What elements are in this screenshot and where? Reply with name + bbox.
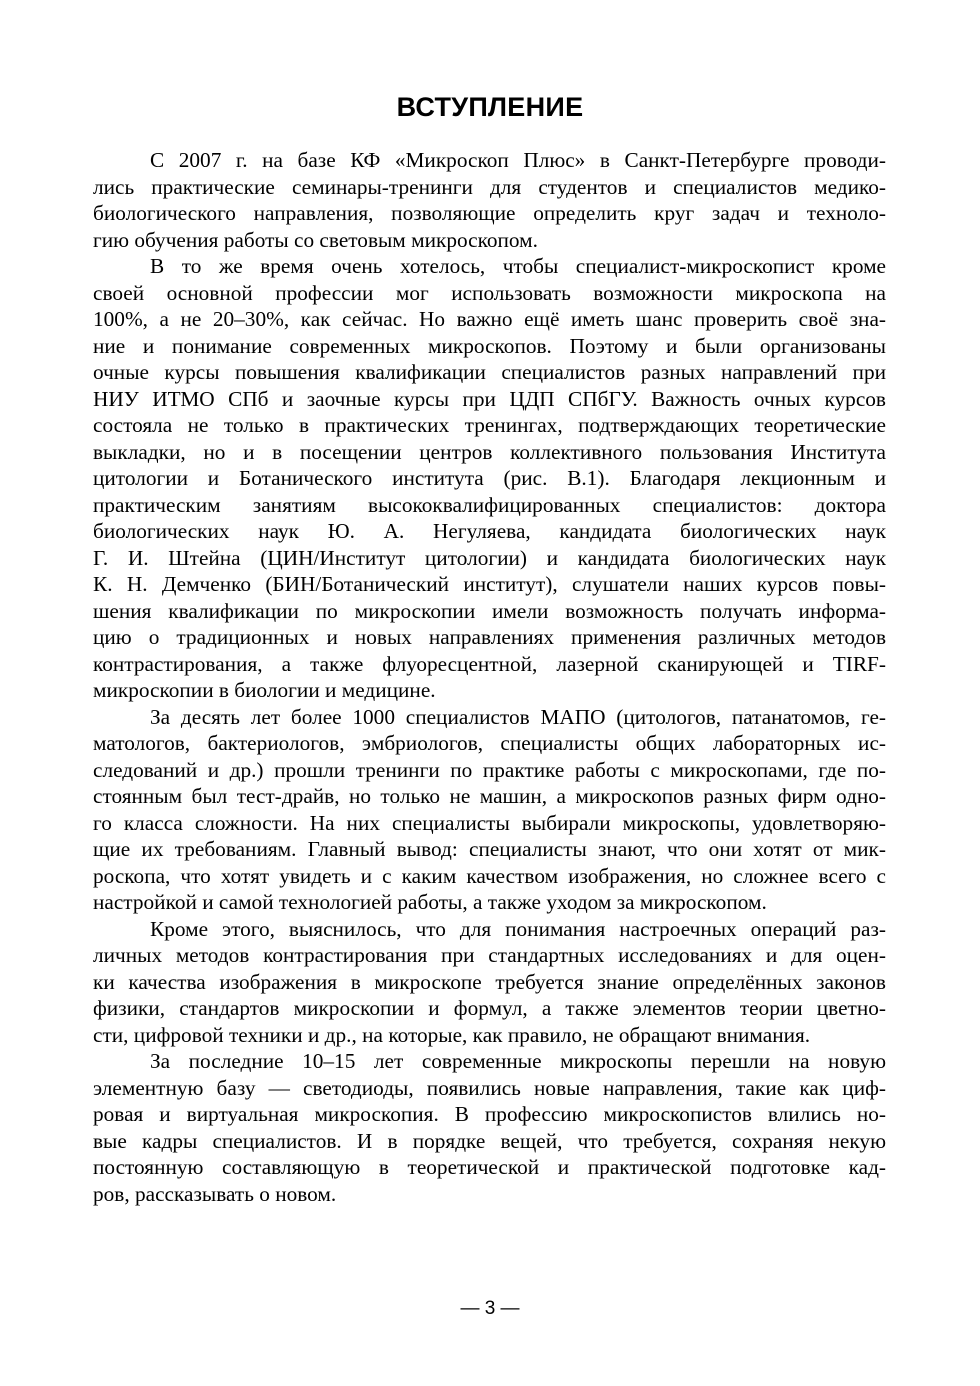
text-line: ровая и виртуальная микроскопия. В профессию микроскопистов влились но- [93,1102,886,1126]
page-number: — 3 — [460,1298,520,1319]
text-line: роскопа, что хотят увидеть и с каким качеством изображения, но сложнее всего с [93,863,886,888]
document-body [93,147,886,1207]
paragraph [93,147,886,253]
text-line: выкладки, но и в посещении центров коллективного пользования Института [93,439,886,464]
text-line: цию о традиционных и новых направлениях применения различных методов [93,625,886,649]
text-line: своей основной профессии мог использовать возможности микроскопа на [93,280,886,305]
text-line: НИУ ИТМО СПб и заочные курсы при ЦДП СПбГУ. Важность очных курсов [93,386,886,411]
text-line: следований и др.) прошли тренинги по практике работы с микроскопами, где по- [93,757,886,782]
text-line: физики, стандартов микроскопии и формул, а также элементов теории цветно- [93,996,886,1020]
text-line: практическим занятиям высококвалифицированных специалистов: доктора [93,492,886,517]
page-title: ВСТУПЛЕНИЕ [396,92,584,122]
text-line: микроскопии в биологии и медицине. [93,678,436,702]
text-line: лись практические семинары-тренинги для студентов и специалистов медико- [93,174,886,199]
text-line: биологических наук Ю. А. Негуляева, кандидата биологических наук [93,519,886,543]
paragraph [93,253,886,704]
text-line: За последние 10–15 лет современные микроскопы перешли на новую [150,1049,886,1073]
text-line: го класса сложности. На них специалисты выбирали микроскопы, удовлетворяю- [93,810,886,835]
text-line: элементную базу — светодиоды, появились новые направления, такие как циф- [93,1075,886,1100]
text-line: сти, цифровой техники и др., на которые, как правило, не обращают внимания. [93,1022,811,1047]
text-line: стоянным был тест-драйв, но только не машин, а микроскопов разных фирм одно- [93,784,886,808]
text-line: Г. И. Штейна (ЦИН/Институт цитологии) и кандидата биологических наук [93,545,886,570]
text-line: К. Н. Демченко (БИН/Ботанический институт), слушатели наших курсов повы- [93,572,886,596]
text-line: очные курсы повышения квалификации специалистов разных направлений при [93,360,886,384]
text-line: ки качества изображения в микроскопе требуется знание определённых законов [93,969,886,994]
text-line: В то же время очень хотелось, чтобы специалист-микроскопист кроме [150,254,886,278]
text-line: гию обучения работы со световым микроскопом. [93,227,538,252]
text-line: состояла не только в практических тренингах, подтверждающих теоретические [93,413,886,437]
text-line: С 2007 г. на базе КФ «Микроскоп Плюс» в Санкт-Петербурге проводи- [150,148,886,172]
text-line: цитологии и Ботанического института (рис. В.1). Благодаря лекционным и [93,466,886,490]
text-line: матологов, бактериологов, эмбриологов, специалисты общих лабораторных ис- [93,731,886,755]
paragraph [93,704,886,916]
text-line: постоянную составляющую в теоретической и практической подготовке кад- [93,1155,886,1179]
text-line: вые кадры специалистов. И в порядке вещей, что требуется, сохраняя некую [93,1128,886,1153]
paragraph [93,916,886,1049]
text-line: 100%, а не 20–30%, как сейчас. Но важно ещё иметь шанс проверить своё зна- [93,307,886,331]
text-line: контрастирования, а также флуоресцентной, лазерной сканирующей и TIRF- [93,651,886,676]
text-line: личных методов контрастирования при стандартных исследованиях и для оцен- [93,943,886,967]
text-line: ние и понимание современных микроскопов. Поэтому и были организованы [93,333,886,358]
text-line: настройкой и самой технологией работы, а также уходом за микроскопом. [93,890,767,914]
text-line: шения квалификации по микроскопии имели возможность получать информа- [93,598,886,623]
paragraph [93,1048,886,1207]
text-line: Кроме этого, выяснилось, что для понимания настроечных операций раз- [150,916,886,941]
text-line: биологического направления, позволяющие определить круг задач и техноло- [93,201,886,225]
text-line: ров, рассказывать о новом. [93,1181,337,1206]
text-line: За десять лет более 1000 специалистов МАПО (цитологов, патанатомов, ге- [150,704,886,729]
text-line: щие их требованиям. Главный вывод: специалисты знают, что они хотят от мик- [93,837,886,861]
